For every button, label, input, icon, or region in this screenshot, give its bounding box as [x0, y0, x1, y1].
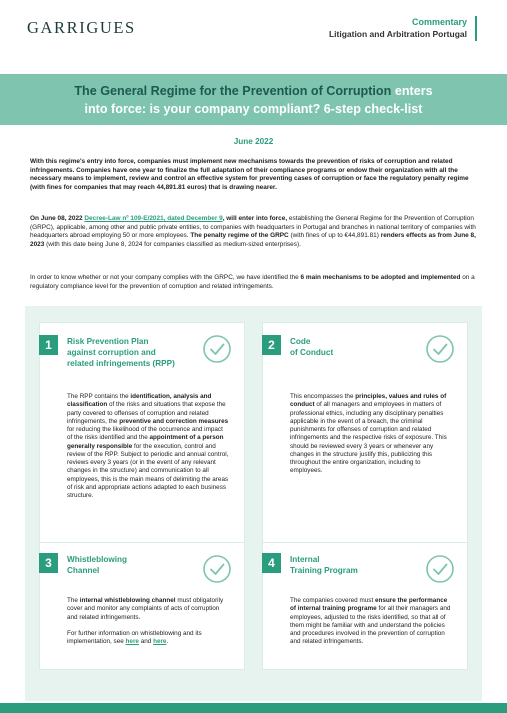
practice-area: Litigation and Arbitration Portugal [328, 29, 467, 39]
p3-tail: on a regulatory compliance level for the prevention of corruption and related infringements. [30, 274, 475, 290]
decree-law-link[interactable]: Decree-Law nº 109-E/2021, dated December 9 [84, 215, 223, 222]
check-circle-icon [202, 554, 232, 584]
intro-paragraph-2 [30, 215, 480, 249]
checklist-card-3 [39, 542, 245, 670]
whistleblowing-link-2[interactable]: here [153, 638, 167, 645]
p2-fines: (with fines of up to €44,891.81) [288, 232, 381, 240]
p2-effect-date: renders effects as from June 8, 2023 [30, 232, 476, 248]
card-paragraph [67, 597, 229, 622]
card-body-bold: identification, analysis and classification [67, 393, 212, 409]
title-line-1 [74, 82, 432, 100]
card-body-bold: appointment of a person generally responsible [67, 434, 224, 450]
card-body-text: of all managers and employees in matters of professional ethics, including any disciplinary penalties applicable in the event of a breach, the criminal punishments for offenses of corruption and related infringements and the respective risks of exposure. This should be reviewed every 3 years or whenever any changes in the structure justify this, publicizing this throughout the entire organization, including to employees. [290, 401, 447, 475]
check-circle-icon [425, 334, 455, 364]
checklist-card-2 [262, 322, 468, 544]
card-body [67, 597, 229, 646]
p3-lead: In order to know whether or not your company complies with the GRPC, we have identified the [30, 274, 301, 281]
card-body-bold: ensure the performance of internal training programe [290, 597, 448, 613]
card-body-text: must obligatorily cover and monitor any complaints of acts of corruption and related infringements. [67, 597, 224, 621]
footer-bar [0, 703, 507, 713]
p2-penalty: The penalty regime of the GRPC [190, 232, 289, 240]
document-type: Commentary [411, 17, 467, 27]
further-info-and: and [138, 638, 154, 645]
checklist-card-1 [39, 322, 245, 544]
card-paragraph [290, 393, 452, 476]
check-circle-icon [425, 554, 455, 584]
card-body-text: for reducing the likelihood of the occurrence and impact of the risks identified and the [67, 426, 223, 442]
card-body-text: of the risks and situations that expose the party covered to offenses of corruption and related infringements, the [67, 401, 226, 425]
title-line-2: into force: is your company compliant? 6-step check-list [84, 101, 423, 116]
step-number: 4 [262, 553, 281, 573]
card-title: Risk Prevention Plan against corruption and related infringements (RPP) [67, 337, 175, 369]
p3-bold: 6 main mechanisms to be adopted and implemented [300, 274, 461, 281]
further-info [67, 630, 229, 647]
card-paragraph [67, 393, 229, 500]
card-body [290, 393, 452, 476]
p2-tail: (with this date being June 8, 2024 for companies classified as medium-sized enterprises). [44, 240, 301, 248]
publication-date: June 2022 [233, 137, 274, 146]
card-title: Code of Conduct [290, 337, 334, 358]
checklist-panel [25, 306, 482, 701]
document-meta [329, 16, 477, 41]
card-title: Internal Training Program [290, 555, 358, 576]
card-body-text: The companies covered must [290, 597, 375, 604]
further-info-end: . [166, 638, 169, 645]
step-number: 1 [39, 335, 58, 355]
intro-paragraph-1: With this regime's entry into force, companies must implement new mechanisms towards the prevention of risks of corruption and related infringements. Companies have one year to finalize the full adaptation of their compliance programs or endow their organization with all the necessary means to implement, review and control an effective system for preventing cases of corruption or face the regulatory penalty regime (with fines for companies that may reach 44,891.81 euros) that is drawing nearer. [30, 158, 469, 191]
p2-lead: On June 08, 2022 [30, 215, 85, 222]
further-info-text: For further information on whistleblowing and its implementation, see [67, 629, 202, 645]
step-number: 3 [39, 553, 58, 573]
card-body-text: The RPP contains the [67, 393, 131, 400]
card-paragraph [290, 597, 452, 647]
card-body [67, 393, 229, 500]
intro-paragraph-3 [30, 274, 480, 291]
card-title: Whistleblowing Channel [67, 555, 128, 576]
title-highlight: The General Regime for the Prevention of Corruption [74, 83, 392, 98]
card-body-text: The [67, 597, 80, 604]
card-body-bold: internal whistleblowing channel [79, 597, 176, 604]
title-banner [0, 74, 507, 125]
title-rest: enters [391, 83, 433, 98]
step-number: 2 [262, 335, 281, 355]
card-body-bold: principles, values and rules of conduct [290, 393, 447, 409]
whistleblowing-link-1[interactable]: here [125, 638, 139, 645]
card-body-bold: preventive and correction measures [119, 417, 229, 425]
card-body-text: for all their managers and employees, adjusted to the risks identified, so that all of them might be familiar with and understand the policies and procedures involved in the prevention of corruption and related infringements. [290, 605, 451, 646]
card-body-text: for the execution, control and review of the RPP. Subject to periodic and annual control, reviews every 3 years (or in the event of any relevant changes in the structure) and communication to all employees, this is the main means of delimiting the areas of risk and appropriate actions adapted to each business structure. [67, 442, 229, 499]
p2-enter-force: , will enter into force, [222, 215, 288, 222]
p2-text: establishing the General Regime for the Prevention of Corruption (GRPC), applicable, among other and public private entities, to companies with headquarters in Portugal and branches in national territory of companies with headquarters abroad employing 50 or more employees. [30, 215, 476, 240]
checklist-card-4 [262, 542, 468, 670]
check-circle-icon [202, 334, 232, 364]
garrigues-logo: GARRIGUES [27, 18, 136, 37]
card-body-text: This encompasses the [290, 393, 356, 400]
card-body [290, 597, 452, 647]
